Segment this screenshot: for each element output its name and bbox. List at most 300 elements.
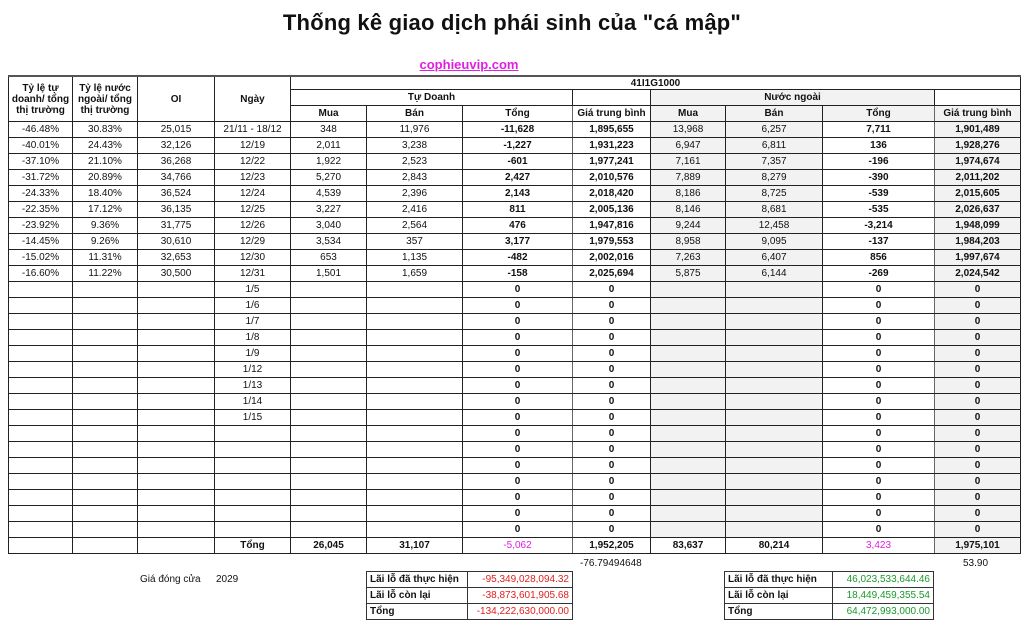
row-nn-pct: 17.12% (73, 202, 138, 218)
row-td-pct: -15.02% (9, 250, 73, 266)
row-td-ban (367, 298, 463, 314)
row-td-tong: 0 (463, 426, 573, 442)
row-nn-gia: 1,997,674 (935, 250, 1021, 266)
pl-td-total-value: -134,222,630,000.00 (468, 604, 573, 620)
row-td-gia: 1,979,553 (573, 234, 651, 250)
row-nn-mua: 9,244 (651, 218, 726, 234)
row-td-ban (367, 282, 463, 298)
table-row (9, 154, 1021, 170)
header-nn-mua: Mua (651, 106, 726, 122)
header-td-mua: Mua (291, 106, 367, 122)
row-date: 12/29 (215, 234, 291, 250)
row-td-mua (291, 346, 367, 362)
row-nn-tong: 0 (823, 426, 935, 442)
row-nn-mua (651, 330, 726, 346)
row-nn-mua: 7,161 (651, 154, 726, 170)
row-nn-mua: 5,875 (651, 266, 726, 282)
row-td-mua: 3,227 (291, 202, 367, 218)
row-date: 12/30 (215, 250, 291, 266)
pl-td-realized-label: Lãi lỗ đã thực hiện (367, 572, 468, 588)
total-nn-tong: 3,423 (823, 538, 935, 554)
row-td-pct: -14.45% (9, 234, 73, 250)
row-nn-tong: 856 (823, 250, 935, 266)
row-nn-pct: 24.43% (73, 138, 138, 154)
row-td-ban: 2,396 (367, 186, 463, 202)
row-td-ban: 2,564 (367, 218, 463, 234)
row-nn-ban: 6,144 (726, 266, 823, 282)
row-oi: 32,126 (138, 138, 215, 154)
row-td-ban (367, 506, 463, 522)
row-nn-pct (73, 298, 138, 314)
row-td-gia: 0 (573, 506, 651, 522)
table-row (9, 234, 1021, 250)
row-td-gia: 0 (573, 298, 651, 314)
row-td-ban: 2,416 (367, 202, 463, 218)
page-title: Thống kê giao dịch phái sinh của "cá mập" (282, 10, 742, 35)
row-nn-gia: 1,984,203 (935, 234, 1021, 250)
total-nn-gia: 1,975,101 (935, 538, 1021, 554)
row-oi (138, 298, 215, 314)
row-td-tong: -482 (463, 250, 573, 266)
row-nn-mua (651, 378, 726, 394)
row-td-pct (9, 490, 73, 506)
row-nn-pct (73, 330, 138, 346)
row-nn-ban: 12,458 (726, 218, 823, 234)
row-td-pct (9, 378, 73, 394)
row-td-gia: 0 (573, 522, 651, 538)
row-nn-mua (651, 362, 726, 378)
row-nn-ban (726, 330, 823, 346)
pl-nn-realized-label: Lãi lỗ đã thực hiện (725, 572, 833, 588)
row-td-mua (291, 314, 367, 330)
row-td-ban (367, 410, 463, 426)
row-nn-pct (73, 522, 138, 538)
table-row (9, 314, 1021, 330)
row-nn-ban (726, 298, 823, 314)
header-spacer (573, 90, 651, 106)
row-nn-pct: 18.40% (73, 186, 138, 202)
row-date: 1/15 (215, 410, 291, 426)
row-nn-ban: 6,407 (726, 250, 823, 266)
table-row (9, 346, 1021, 362)
row-nn-tong: 136 (823, 138, 935, 154)
pl-td-remaining-label: Lãi lỗ còn lại (367, 588, 468, 604)
row-td-gia: 0 (573, 282, 651, 298)
row-nn-ban: 7,357 (726, 154, 823, 170)
row-nn-tong: 0 (823, 314, 935, 330)
table-row (9, 298, 1021, 314)
row-nn-gia: 0 (935, 346, 1021, 362)
total-label: Tổng (215, 538, 291, 554)
row-td-mua (291, 474, 367, 490)
row-td-tong: 2,427 (463, 170, 573, 186)
row-td-ban: 11,976 (367, 122, 463, 138)
row-td-gia: 0 (573, 410, 651, 426)
td-below-value: -76.79494648 (580, 558, 642, 569)
pl-td-total-label: Tổng (367, 604, 468, 620)
site-link[interactable]: cophieuvip.com (419, 57, 519, 72)
row-nn-gia: 2,011,202 (935, 170, 1021, 186)
row-td-gia: 1,947,816 (573, 218, 651, 234)
row-td-tong: 476 (463, 218, 573, 234)
row-td-pct (9, 314, 73, 330)
row-date: 12/24 (215, 186, 291, 202)
row-nn-mua: 7,263 (651, 250, 726, 266)
row-td-mua: 653 (291, 250, 367, 266)
row-td-ban (367, 330, 463, 346)
row-nn-tong: 0 (823, 410, 935, 426)
row-nn-mua (651, 426, 726, 442)
header-nn-gia: Giá trung bình (935, 106, 1021, 122)
row-nn-ban (726, 522, 823, 538)
row-td-mua (291, 426, 367, 442)
row-nn-mua (651, 394, 726, 410)
row-td-gia: 0 (573, 474, 651, 490)
row-oi (138, 282, 215, 298)
pl-table-tu-doanh (366, 571, 573, 620)
row-nn-tong: -137 (823, 234, 935, 250)
row-date: 1/6 (215, 298, 291, 314)
row-oi (138, 522, 215, 538)
row-td-tong: 0 (463, 442, 573, 458)
row-nn-tong: -535 (823, 202, 935, 218)
row-nn-ban (726, 362, 823, 378)
row-td-gia: 2,018,420 (573, 186, 651, 202)
row-nn-ban: 8,681 (726, 202, 823, 218)
row-td-pct (9, 442, 73, 458)
table-row (9, 378, 1021, 394)
row-td-gia: 1,977,241 (573, 154, 651, 170)
row-nn-ban (726, 394, 823, 410)
row-nn-ban (726, 378, 823, 394)
row-td-mua (291, 522, 367, 538)
row-oi (138, 314, 215, 330)
row-date: 1/14 (215, 394, 291, 410)
row-nn-mua (651, 314, 726, 330)
pl-table-nuoc-ngoai (724, 571, 934, 620)
row-nn-mua (651, 506, 726, 522)
row-td-mua (291, 506, 367, 522)
table-row (9, 186, 1021, 202)
row-oi (138, 362, 215, 378)
table-row (9, 410, 1021, 426)
row-td-ban (367, 490, 463, 506)
row-td-mua (291, 378, 367, 394)
row-td-tong: 0 (463, 362, 573, 378)
row-td-tong: 0 (463, 506, 573, 522)
pl-td-realized-value: -95,349,028,094.32 (468, 572, 573, 588)
row-nn-mua (651, 474, 726, 490)
closing-price-label: Giá đóng cửa (140, 574, 201, 585)
row-nn-gia: 1,948,099 (935, 218, 1021, 234)
row-td-mua (291, 410, 367, 426)
row-td-mua (291, 282, 367, 298)
row-td-pct: -31.72% (9, 170, 73, 186)
row-date (215, 442, 291, 458)
header-nn-ban: Bán (726, 106, 823, 122)
row-nn-pct (73, 410, 138, 426)
row-nn-pct: 11.22% (73, 266, 138, 282)
row-nn-tong: 0 (823, 474, 935, 490)
row-td-pct (9, 346, 73, 362)
row-oi: 31,775 (138, 218, 215, 234)
row-td-pct (9, 522, 73, 538)
header-spacer (935, 90, 1021, 106)
row-td-ban: 3,238 (367, 138, 463, 154)
row-nn-ban (726, 346, 823, 362)
row-nn-mua: 8,186 (651, 186, 726, 202)
row-nn-pct (73, 506, 138, 522)
row-oi: 34,766 (138, 170, 215, 186)
row-td-gia: 0 (573, 490, 651, 506)
row-td-gia: 0 (573, 442, 651, 458)
row-td-gia: 0 (573, 314, 651, 330)
row-nn-gia: 0 (935, 330, 1021, 346)
row-nn-gia: 0 (935, 458, 1021, 474)
row-nn-gia: 0 (935, 282, 1021, 298)
row-td-mua: 348 (291, 122, 367, 138)
row-date: 1/8 (215, 330, 291, 346)
row-oi (138, 346, 215, 362)
row-oi (138, 490, 215, 506)
row-nn-ban: 6,811 (726, 138, 823, 154)
row-nn-tong: 0 (823, 458, 935, 474)
table-row (9, 218, 1021, 234)
header-oi: OI (138, 76, 215, 122)
table-row (9, 522, 1021, 538)
header-contract: 41I1G1000 (291, 76, 1021, 90)
row-td-ban (367, 378, 463, 394)
row-td-tong: -158 (463, 266, 573, 282)
row-nn-pct: 30.83% (73, 122, 138, 138)
row-oi (138, 330, 215, 346)
row-date: 21/11 - 18/12 (215, 122, 291, 138)
row-td-ban: 2,523 (367, 154, 463, 170)
row-td-mua: 3,040 (291, 218, 367, 234)
row-nn-tong: -269 (823, 266, 935, 282)
row-nn-mua: 8,146 (651, 202, 726, 218)
pl-td-remaining-value: -38,873,601,905.68 (468, 588, 573, 604)
row-nn-pct (73, 362, 138, 378)
row-nn-gia: 1,974,674 (935, 154, 1021, 170)
row-oi: 25,015 (138, 122, 215, 138)
row-td-pct: -22.35% (9, 202, 73, 218)
nn-below-value: 53.90 (963, 558, 989, 569)
row-td-tong: 0 (463, 522, 573, 538)
row-td-gia: 2,025,694 (573, 266, 651, 282)
row-date: 12/23 (215, 170, 291, 186)
row-td-pct (9, 282, 73, 298)
row-td-ban (367, 458, 463, 474)
row-td-gia: 0 (573, 426, 651, 442)
row-td-ban: 1,135 (367, 250, 463, 266)
row-oi (138, 410, 215, 426)
row-td-tong: 0 (463, 314, 573, 330)
row-date (215, 474, 291, 490)
row-td-pct (9, 330, 73, 346)
row-nn-pct: 20.89% (73, 170, 138, 186)
row-oi: 36,135 (138, 202, 215, 218)
row-nn-ban (726, 458, 823, 474)
row-nn-gia: 1,928,276 (935, 138, 1021, 154)
row-oi: 36,268 (138, 154, 215, 170)
row-td-ban: 2,843 (367, 170, 463, 186)
row-td-tong: 0 (463, 410, 573, 426)
row-oi: 30,610 (138, 234, 215, 250)
row-nn-mua (651, 522, 726, 538)
row-nn-ban (726, 314, 823, 330)
row-oi (138, 458, 215, 474)
row-td-tong: 2,143 (463, 186, 573, 202)
row-nn-ban (726, 410, 823, 426)
row-nn-tong: 7,711 (823, 122, 935, 138)
row-nn-gia: 0 (935, 394, 1021, 410)
row-td-gia: 2,002,016 (573, 250, 651, 266)
row-nn-mua (651, 298, 726, 314)
row-nn-tong: 0 (823, 394, 935, 410)
row-td-pct (9, 426, 73, 442)
row-nn-ban (726, 282, 823, 298)
row-td-tong: 0 (463, 378, 573, 394)
row-td-tong: 811 (463, 202, 573, 218)
pl-nn-total-label: Tổng (725, 604, 833, 620)
row-nn-pct (73, 282, 138, 298)
row-nn-tong: 0 (823, 522, 935, 538)
row-nn-tong: 0 (823, 442, 935, 458)
row-td-tong: 0 (463, 346, 573, 362)
pl-nn-remaining-label: Lãi lỗ còn lại (725, 588, 833, 604)
row-date: 12/31 (215, 266, 291, 282)
derivatives-table (8, 75, 1021, 554)
row-oi (138, 394, 215, 410)
table-row (9, 122, 1021, 138)
row-nn-mua (651, 490, 726, 506)
row-td-ban (367, 442, 463, 458)
row-td-ban (367, 522, 463, 538)
header-nn-pct: Tỷ lệ nước ngoài/ tổng thị trường (73, 76, 138, 122)
row-date: 1/7 (215, 314, 291, 330)
row-nn-tong: 0 (823, 346, 935, 362)
row-nn-gia: 0 (935, 378, 1021, 394)
row-oi (138, 506, 215, 522)
row-nn-ban: 8,279 (726, 170, 823, 186)
row-nn-pct: 9.36% (73, 218, 138, 234)
row-td-ban (367, 346, 463, 362)
row-nn-ban: 9,095 (726, 234, 823, 250)
total-nn-ban: 80,214 (726, 538, 823, 554)
row-td-mua: 4,539 (291, 186, 367, 202)
row-td-gia: 0 (573, 346, 651, 362)
row-nn-tong: -196 (823, 154, 935, 170)
row-td-pct (9, 362, 73, 378)
table-row (9, 506, 1021, 522)
row-nn-ban (726, 442, 823, 458)
row-nn-mua: 13,968 (651, 122, 726, 138)
row-oi: 30,500 (138, 266, 215, 282)
total-blank (138, 538, 215, 554)
row-td-pct (9, 506, 73, 522)
row-nn-gia: 0 (935, 522, 1021, 538)
header-nuoc-ngoai: Nước ngoài (651, 90, 935, 106)
row-td-ban (367, 362, 463, 378)
row-td-ban (367, 394, 463, 410)
row-td-pct: -24.33% (9, 186, 73, 202)
row-nn-mua: 6,947 (651, 138, 726, 154)
row-td-pct: -37.10% (9, 154, 73, 170)
row-nn-ban (726, 426, 823, 442)
row-td-mua (291, 490, 367, 506)
table-row (9, 442, 1021, 458)
total-td-tong: -5,062 (463, 538, 573, 554)
row-td-gia: 2,005,136 (573, 202, 651, 218)
row-td-pct (9, 458, 73, 474)
row-nn-gia: 0 (935, 362, 1021, 378)
row-nn-pct (73, 378, 138, 394)
row-td-tong: 0 (463, 394, 573, 410)
row-nn-mua (651, 410, 726, 426)
row-td-gia: 0 (573, 330, 651, 346)
table-row (9, 330, 1021, 346)
row-nn-tong: -3,214 (823, 218, 935, 234)
row-nn-tong: 0 (823, 506, 935, 522)
row-nn-pct: 9.26% (73, 234, 138, 250)
row-td-gia: 1,931,223 (573, 138, 651, 154)
pl-nn-realized-value: 46,023,533,644.46 (832, 572, 933, 588)
row-nn-gia: 2,026,637 (935, 202, 1021, 218)
total-nn-mua: 83,637 (651, 538, 726, 554)
row-td-gia: 0 (573, 378, 651, 394)
row-nn-tong: 0 (823, 490, 935, 506)
row-td-mua: 3,534 (291, 234, 367, 250)
row-td-tong: -601 (463, 154, 573, 170)
row-nn-gia: 0 (935, 314, 1021, 330)
row-td-tong: 0 (463, 330, 573, 346)
row-td-mua: 1,922 (291, 154, 367, 170)
header-td-gia: Giá trung bình (573, 106, 651, 122)
row-td-tong: 3,177 (463, 234, 573, 250)
row-td-tong: 0 (463, 474, 573, 490)
row-nn-gia: 1,901,489 (935, 122, 1021, 138)
header-td-tong: Tổng (463, 106, 573, 122)
table-row (9, 138, 1021, 154)
row-td-tong: 0 (463, 458, 573, 474)
row-date: 12/26 (215, 218, 291, 234)
row-td-ban: 357 (367, 234, 463, 250)
table-row (9, 474, 1021, 490)
row-td-gia: 0 (573, 394, 651, 410)
row-date: 12/25 (215, 202, 291, 218)
row-td-gia: 0 (573, 458, 651, 474)
table-row (9, 458, 1021, 474)
row-td-mua (291, 394, 367, 410)
row-td-ban: 1,659 (367, 266, 463, 282)
row-date: 1/12 (215, 362, 291, 378)
header-date: Ngày (215, 76, 291, 122)
row-nn-gia: 0 (935, 474, 1021, 490)
row-nn-tong: 0 (823, 362, 935, 378)
row-nn-gia: 0 (935, 410, 1021, 426)
row-nn-pct (73, 314, 138, 330)
row-nn-tong: 0 (823, 298, 935, 314)
table-row (9, 266, 1021, 282)
row-nn-gia: 2,024,542 (935, 266, 1021, 282)
row-nn-ban: 6,257 (726, 122, 823, 138)
row-oi (138, 378, 215, 394)
table-row (9, 490, 1021, 506)
header-td-pct: Tỷ lệ tự doanh/ tổng thị trường (9, 76, 73, 122)
table-row (9, 202, 1021, 218)
row-date: 12/22 (215, 154, 291, 170)
